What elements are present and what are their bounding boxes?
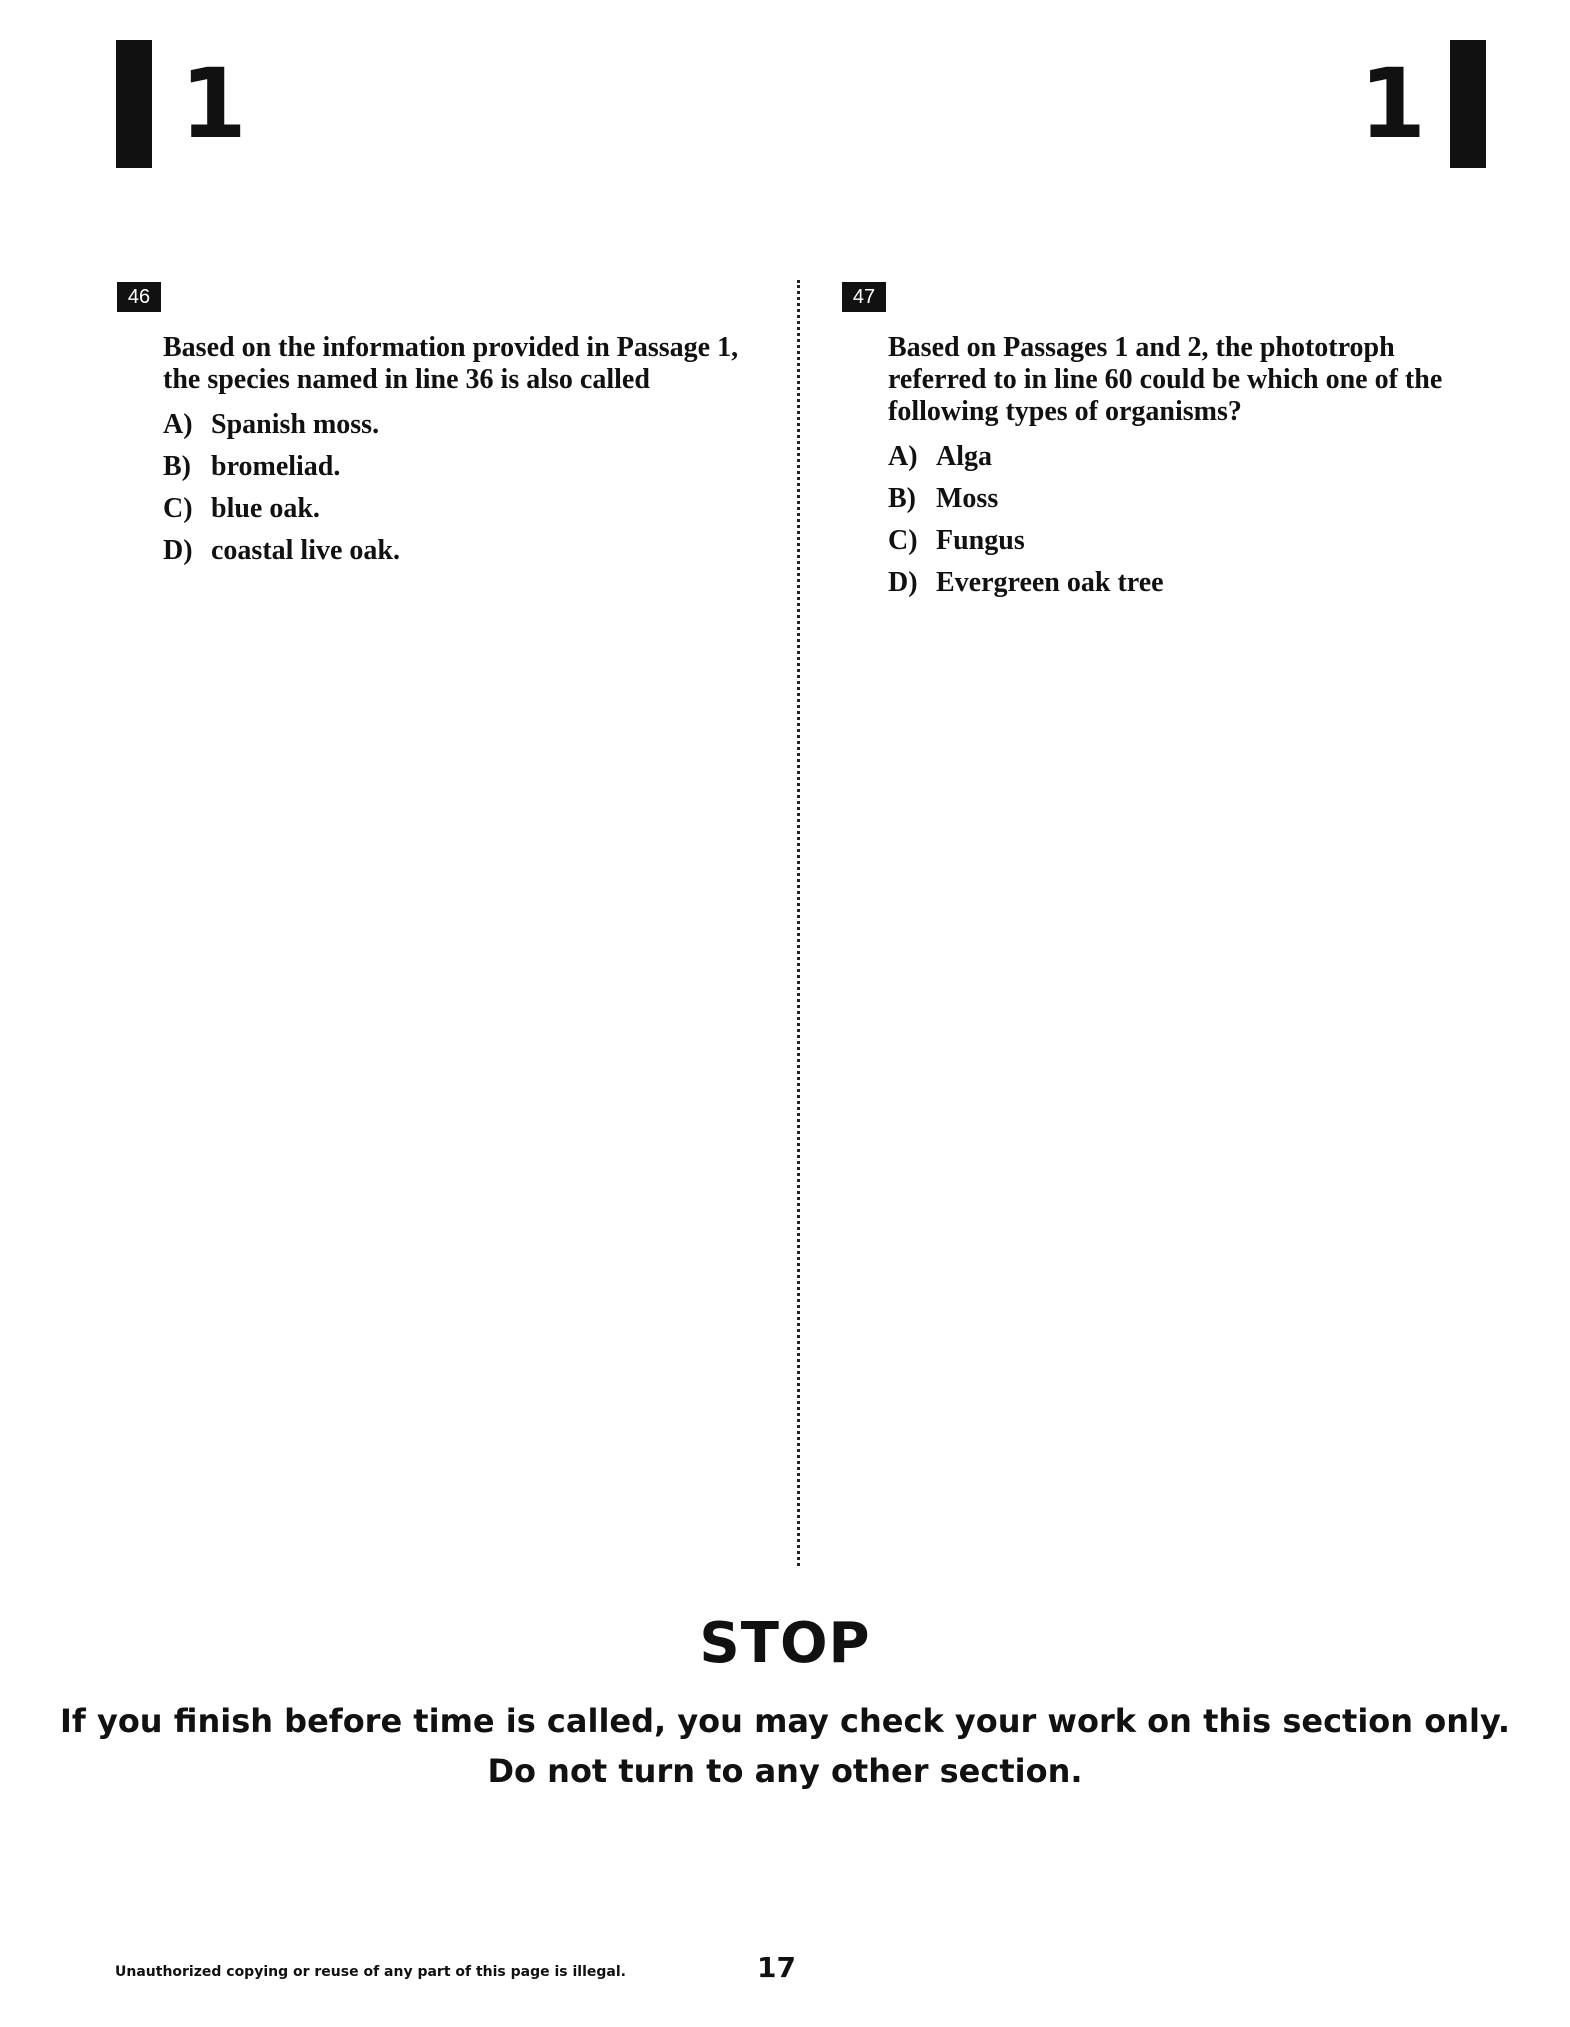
stop-instruction-line-1: If you finish before time is called, you may check your work on this section only. [59,1702,1511,1740]
section-bar-left [116,40,152,168]
stop-instruction-line-2: Do not turn to any other section. [487,1752,1083,1790]
section-marker-left [116,38,247,170]
answer-choice-c[interactable] [163,488,757,530]
choice-letter: A) [163,409,193,440]
choice-text: bromeliad. [211,451,341,482]
choice-text: Fungus [936,525,1025,556]
answer-choices [163,404,757,572]
choice-letter: C) [163,493,193,524]
copyright-notice: Unauthorized copying or reuse of any part of this page is illegal. [115,1964,626,1980]
section-bar-right [1450,40,1486,168]
question-stem: Based on the information provided in Passage 1, the species named in line 36 is also called [163,332,739,395]
choice-text: Evergreen oak tree [936,567,1164,598]
answer-choice-b[interactable] [888,478,1482,520]
stop-notice [0,1610,1570,1796]
question-47 [842,282,1482,604]
column-divider [797,280,800,1566]
answer-choice-a[interactable] [888,436,1482,478]
choice-letter: B) [888,483,916,514]
choice-letter: C) [888,525,918,556]
question-stem: Based on Passages 1 and 2, the phototroph referred to in line 60 could be which one of the following types of organisms? [888,332,1443,427]
choice-letter: D) [888,567,918,598]
choice-text: blue oak. [211,493,320,524]
choice-letter: D) [163,535,193,566]
question-number-badge: 47 [842,282,886,312]
answer-choice-d[interactable] [163,530,757,572]
answer-choice-a[interactable] [163,404,757,446]
question-46 [117,282,757,572]
stop-title: STOP [699,1611,871,1676]
answer-choice-d[interactable] [888,562,1482,604]
answer-choice-b[interactable] [163,446,757,488]
choice-letter: B) [163,451,191,482]
answer-choice-c[interactable] [888,520,1482,562]
section-number-right: 1 [1359,48,1426,160]
section-marker-right [1359,38,1486,170]
choice-text: coastal live oak. [211,535,400,566]
choice-text: Moss [936,483,999,514]
page-number: 17 [757,1951,796,1984]
question-number-badge: 46 [117,282,161,312]
answer-choices [888,436,1482,604]
choice-text: Alga [936,441,992,472]
section-number-left: 1 [180,48,247,160]
choice-text: Spanish moss. [211,409,380,440]
choice-letter: A) [888,441,918,472]
